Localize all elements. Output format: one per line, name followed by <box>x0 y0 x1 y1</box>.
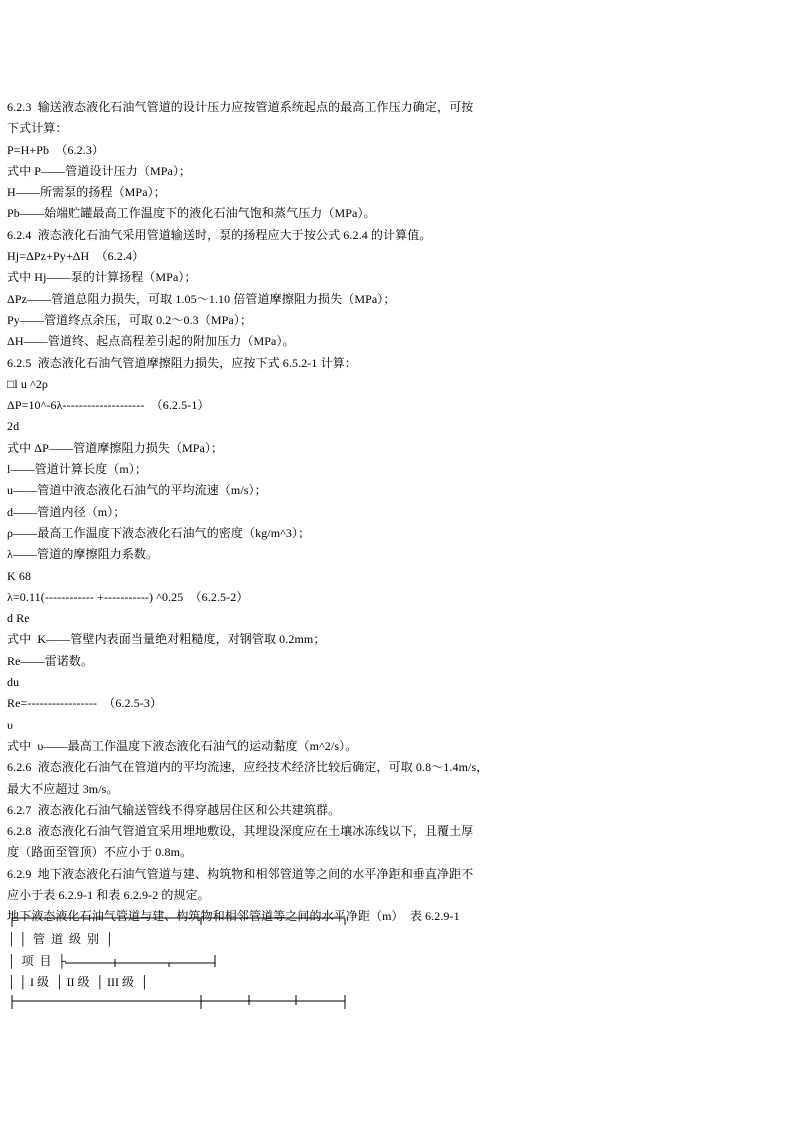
table-item-row: │ 项 目 ├ <box>7 954 67 968</box>
text-line: d——管道内径（m）； <box>7 504 126 519</box>
text-line: □l u ^2ρ <box>7 376 49 391</box>
text-line: υ <box>7 717 14 732</box>
text-line: 式中 Hj——泵的计算扬程（MPa）； <box>7 270 197 285</box>
table-grade-row: │ │ I 级 │ II 级 │ III 级 │ <box>7 975 149 989</box>
text-line: 式中 K——管壁内表面当量绝对粗糙度，对钢管取 0.2mm； <box>7 632 326 647</box>
text-line: 最大不应超过 3m/s。 <box>7 781 119 796</box>
text-line: 式中 P——管道设计压力（MPa）； <box>7 163 192 178</box>
text-line: Pb——始端贮罐最高工作温度下的液化石油气饱和蒸气压力（MPa）。 <box>7 206 376 221</box>
text-line: 2d <box>7 419 20 434</box>
text-line: u——管道中液态液化石油气的平均流速（m/s）； <box>7 483 267 498</box>
text-line: Py——管道终点余压，可取 0.2～0.3（MPa）； <box>7 312 253 327</box>
text-line: 式中 υ——最高工作温度下液态液化石油气的运动黏度（m^2/s）。 <box>7 738 358 753</box>
ascii-table <box>7 915 347 1015</box>
text-line: Hj=ΔPz+Py+ΔH （6.2.4） <box>7 249 145 264</box>
text-line: 6.2.7 液态液化石油气输送管线不得穿越居住区和公共建筑群。 <box>7 802 341 817</box>
text-line: 6.2.5 液态液化石油气管道摩擦阻力损失，应按下式 6.5.2-1 计算： <box>7 355 357 370</box>
text-line: l——管道计算长度（m）； <box>7 462 147 477</box>
text-line: ΔP=10^-6λ-------------------- （6.2.5-1） <box>7 398 210 413</box>
text-line: Re——雷诺数。 <box>7 653 94 668</box>
text-line: ρ——最高工作温度下液态液化石油气的密度（kg/m^3）； <box>7 525 311 540</box>
text-line: 度（路面至管顶）不应小于 0.8m。 <box>7 845 193 860</box>
text-line: K 68 <box>7 568 32 583</box>
text-line: d Re <box>7 611 30 626</box>
text-line: ΔPz——管道总阻力损失，可取 1.05～1.10 倍管道摩擦阻力损失（MPa）； <box>7 291 396 306</box>
text-line: 6.2.9 地下液态液化石油气管道与建、构筑物和相邻管道等之间的水平净距和垂直净距不 <box>7 866 474 881</box>
text-line: 式中 ΔP——管道摩擦阻力损失（MPa）； <box>7 440 224 455</box>
text-line: P=H+Pb （6.2.3） <box>7 142 105 157</box>
text-line: λ=0.11(------------ +-----------) ^0.25 （6.2.5-2） <box>7 589 249 604</box>
text-line: 6.2.6 液态液化石油气在管道内的平均流速，应经技术经济比较后确定，可取 0.8～1.4m/s， <box>7 760 489 775</box>
text-line: 应小于表 6.2.9-1 和表 6.2.9-2 的规定。 <box>7 887 210 902</box>
text-line: 6.2.4 液态液化石油气采用管道输送时，泵的扬程应大于按公式 6.2.4 的计算值。 <box>7 227 432 242</box>
text-line: 6.2.3 输送液态液化石油气管道的设计压力应按管道系统起点的最高工作压力确定，可按 <box>7 100 474 114</box>
text-line: ΔH——管道终、起点高程差引起的附加压力（MPa）。 <box>7 334 295 349</box>
text-line: Re=----------------- （6.2.5-3） <box>7 696 163 711</box>
table-header-row: │ │ 管 道 级 别 │ <box>7 932 114 946</box>
text-line: λ——管道的摩擦阻力系数。 <box>7 547 159 562</box>
document-body <box>7 97 787 928</box>
table-caption: 地下液态液化石油气管道与建、构筑物和相邻管道等之间的水平净距（m） 表 6.2.9-1 <box>7 909 460 924</box>
text-line: 6.2.8 液态液化石油气管道宜采用埋地敷设，其埋设深度应在土壤冰冻线以下，且覆土厚 <box>7 824 474 839</box>
text-line: H——所需泵的扬程（MPa）； <box>7 185 166 200</box>
text-line: 下式计算： <box>7 121 68 136</box>
text-line: du <box>7 675 20 690</box>
